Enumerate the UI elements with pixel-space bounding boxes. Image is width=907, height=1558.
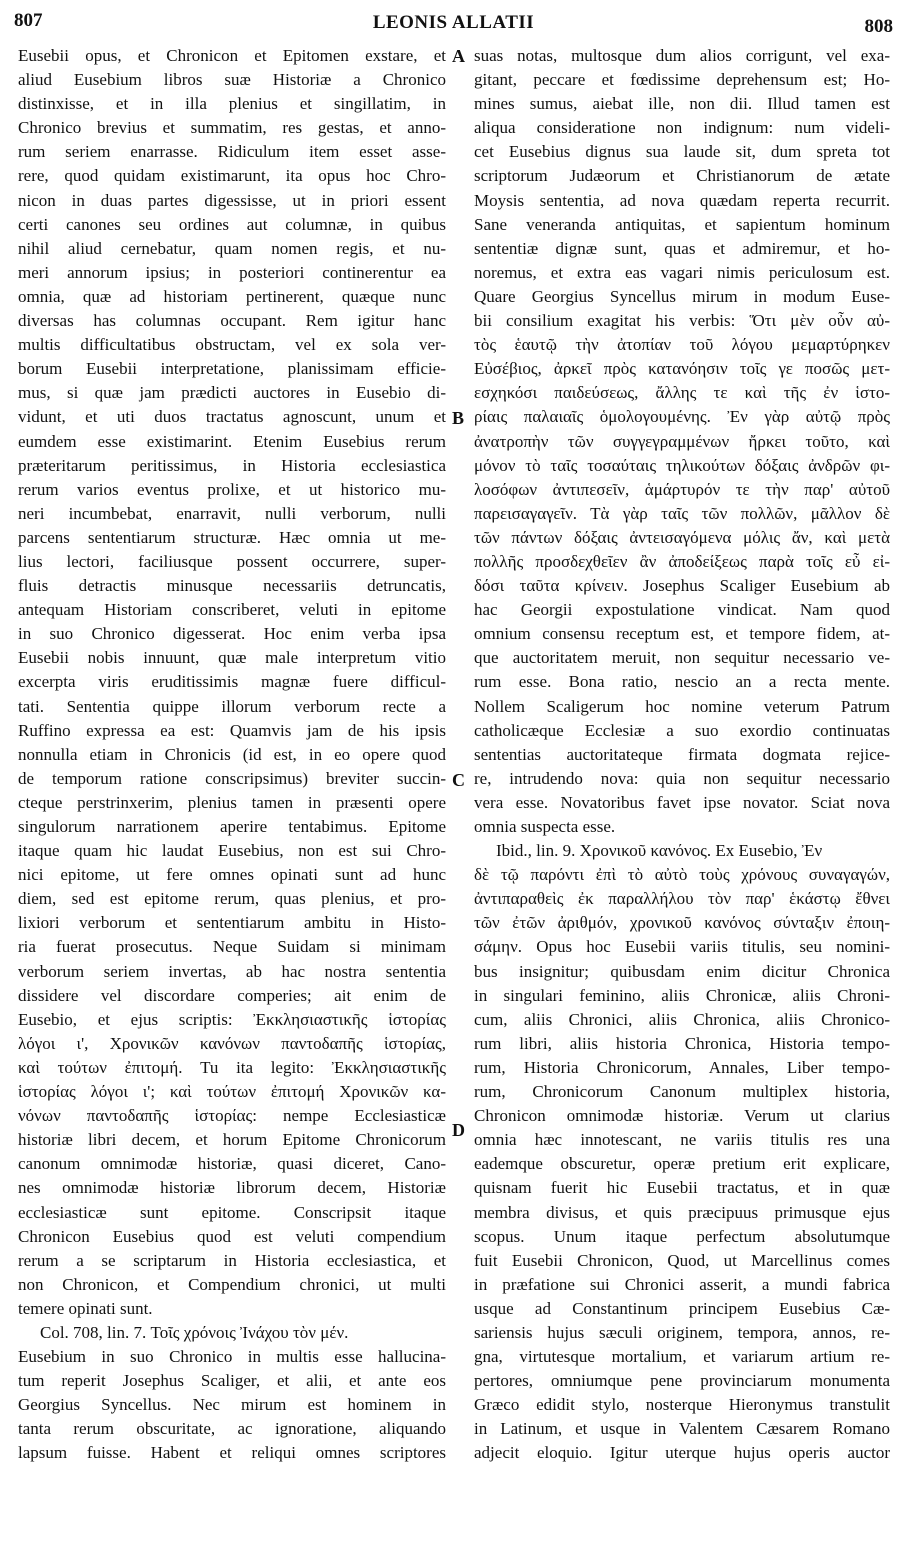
text-line: catholicæque Ecclesiæ a suo exordio continuatas	[474, 720, 890, 740]
text-line: in Latinum, et usque in Valentem Cæsarem Romano	[474, 1419, 890, 1439]
text-line: certi canones seu ordines aut columnæ, in quibus	[18, 214, 446, 234]
text-line: sententias auctoritateque firmata dogmata rejice-	[474, 744, 890, 764]
text-line: in præfatione sui Chronici asserit, a mundi fabrica	[474, 1274, 890, 1294]
text-line: rerum varios eventus prolixe, et ut historico mu-	[18, 479, 446, 499]
margin-marker-b: B	[452, 408, 465, 428]
text-line: πολλῆς προσδεχθεῖεν ἂν ἀποδείξεως παρὰ τοῖς εὖ εἰ-	[474, 551, 890, 571]
text-line: rum libri, aliis historia Chronica, Historia tempo-	[474, 1033, 890, 1053]
text-line: vera esse. Novatoribus favet ipse novator. Sciat nova	[474, 792, 890, 812]
text-line: ἱστορίας λόγοι ι'; καὶ τούτων ἐπιτομή Χρονικῶν κα-	[18, 1082, 446, 1102]
text-line: cum, aliis Chronici, aliis Chronica, aliis Chronico-	[474, 1009, 890, 1029]
text-line: historiæ libri decem, et horum Epitome Chronicorum	[18, 1130, 446, 1150]
page-number-right: 808	[864, 16, 893, 37]
text-line: nes omnimodæ historiæ librorum decem, Historiæ	[18, 1178, 446, 1198]
text-line: Εὐσέβιος, ἀρκεῖ πρὸς κατανόησιν τοῖς γε ποσῶς μετ-	[474, 359, 890, 379]
margin-marker-c: C	[452, 770, 465, 790]
text-line: singulorum narrationem aperire tentabimus. Epitome	[18, 817, 446, 836]
text-line: ria fuerat prosecutus. Neque Suidam si minimam	[18, 937, 446, 957]
text-line: in suo Chronico digesserat. Hoc enim verba ipsa	[18, 624, 446, 644]
text-line: adjecit eloquio. Igitur uterque hujus operis auctor	[474, 1443, 890, 1463]
text-line: parcens sententiarum structuræ. Hæc omnia ut me-	[18, 527, 446, 547]
text-line: Col. 708, lin. 7. Τοῖς χρόνοις Ἰνάχου τὸν μέν.	[40, 1322, 349, 1342]
running-title: LEONIS ALLATII	[372, 12, 535, 33]
text-line: nicon in duas partes digessisse, ut in priori essent	[18, 190, 446, 210]
text-line: rum, Chronicorum Canonum multiplex historia,	[474, 1082, 890, 1102]
right-column	[474, 44, 890, 1466]
text-line: pertores, omniumque pene provinciarum monumenta	[474, 1371, 890, 1391]
text-line: hac Georgii expostulatione vindicat. Nam quod	[474, 600, 890, 620]
text-line: εσχηκόσι παιδεύσεως, ἄλλης τε καὶ τῆς ἐν ἱστο-	[474, 383, 890, 403]
text-line: que auctoritatem meruit, non sequitur necessario ve-	[474, 648, 890, 668]
text-line: Quare Georgius Syncellus mirum in modum Euse-	[474, 286, 890, 306]
text-line: lixiori verborum et sententiarum ambitu in Histo-	[18, 913, 446, 933]
text-line: verborum seriem invertas, ab hac nostra sententia	[18, 961, 446, 981]
text-line: nici epitome, ut fere omnes opinati sunt ad hunc	[18, 865, 446, 885]
text-line: diversas has columnas occupant. Rem igitur hanc	[18, 311, 446, 331]
text-line: rum seriem enarrasse. Ridiculum item esset asse-	[18, 142, 446, 162]
text-line: λόγοι ι', Χρονικῶν κανόνων παντοδαπῆς ἱστορίας,	[18, 1033, 446, 1053]
text-line: bus insignitur; quibusdam enim dicitur Chronica	[474, 961, 890, 981]
text-line: Græco edidit stylo, nosterque Hieronymus transtulit	[474, 1395, 890, 1415]
text-line: gna, virtutesque mortalium, et variarum artium re-	[474, 1347, 890, 1367]
text-line: fluis detractis minusque necessariis detruncatis,	[18, 576, 446, 596]
text-line: nonnulla etiam in Chronicis (id est, in eo opere quod	[18, 744, 446, 764]
text-line: nihil aliud cernebatur, quam nomen regis, et nu-	[18, 238, 446, 258]
text-line: μόνον τὸ ταῖς τοσαύταις τηλικούτων δόξαις ἀνδρῶν φι-	[474, 455, 890, 475]
text-line: membra divisus, et quis præcipuus primusque ejus	[474, 1202, 890, 1222]
text-line: ἀνατροπὴν τῶν συγγεγραμμένων ἤρκει τοῦτο, καὶ	[474, 431, 890, 451]
text-line: rere, quod quidam existimarunt, ita opus hoc Chro-	[18, 166, 446, 186]
text-line: Sane veneranda antiquitas, et sapientum hominum	[474, 214, 890, 234]
page-number-left: 807	[14, 10, 43, 31]
text-line: δόσι ταῦτα κρίνειν. Josephus Scaliger Eusebium ab	[474, 576, 890, 596]
text-line: gitant, peccare et fœdissime deprehensum est; Ho-	[474, 70, 890, 90]
left-column	[18, 44, 446, 1466]
text-line: σάμην. Opus hoc Eusebii variis titulis, seu nomini-	[474, 937, 890, 957]
text-line: Ibid., lin. 9. Χρονικοῦ κανόνος. Ex Eusebio, Ἐν	[496, 841, 823, 861]
text-line: aliud Eusebium libros suæ Historiæ a Chronico	[18, 70, 446, 90]
text-line: eumdem esse existimarint. Etenim Eusebius rerum	[18, 431, 446, 451]
text-line: rerum a se scriptarum in Historia ecclesiastica, et	[18, 1250, 446, 1270]
text-line: Nollem Scaligerum hoc nomine veterum Patrum	[474, 696, 890, 716]
text-line: quisnam fuerit hic Eusebii tractatus, et in quæ	[474, 1178, 890, 1198]
text-line: sariensis hujus sæculi originem, tempora, annos, re-	[474, 1322, 890, 1342]
text-line: lius lectori, faciliusque possent occurrere, super-	[18, 551, 446, 571]
text-line: νόνων παντοδαπῆς ἱστορίας: nempe Ecclesiasticæ	[18, 1106, 446, 1126]
margin-marker-d: D	[452, 1120, 465, 1140]
text-line: distinxisse, et in illa plenius et singillatim, in	[18, 94, 446, 114]
text-line: omnia, quæ ad historiam pertinerent, quæque nunc	[18, 286, 446, 306]
text-line: præteritarum peritissimus, in Historia ecclesiastica	[18, 455, 446, 475]
text-line: mus, si quæ jam prædicti auctores in Eusebio di-	[18, 383, 446, 403]
text-line: τὸς ἑαυτῷ τὴν ἀτοπίαν τοῦ λόγου μεμαρτύρηκεν	[474, 335, 890, 355]
text-line: vidunt, et uti duos tractatus agnoscunt, unum et	[18, 407, 446, 427]
text-line: excerpta viris eruditissimis magnæ fuere difficul-	[18, 672, 446, 692]
text-line: tati. Sententia quippe illorum verborum recte a	[18, 696, 446, 716]
text-line: ἀντιπαραθεὶς ἐκ παραλλήλου τὸν παρ' ἑκάστῳ ἔθνει	[474, 889, 890, 909]
text-line: omnia suspecta esse.	[474, 817, 616, 836]
text-line: tum reperit Josephus Scaliger, et alii, et ante eos	[18, 1371, 446, 1391]
text-line: Moysis sententia, ad nova quædam reperta recurrit.	[474, 190, 890, 210]
text-line: Chronicon Eusebius quod est veluti compendium	[18, 1226, 446, 1246]
text-line: ρίαις παλαιαῖς ὁμολογουμένης. Ἐν γὰρ αὐτῷ πρὸς	[474, 407, 890, 427]
text-line: scopus. Unum itaque perfectum absolutumque	[474, 1226, 890, 1246]
text-line: Eusebii opus, et Chronicon et Epitomen exstare, et	[18, 46, 446, 65]
text-line: canonum omnimodæ historiæ, quasi diceret, Cano-	[18, 1154, 446, 1174]
text-line: re, intrudendo nova: quia non sequitur necessario	[474, 768, 890, 788]
text-line: καὶ τούτων ἐπιτομή. Tu ita legito: Ἐκκλησιαστικῆς	[18, 1057, 446, 1077]
text-line: Chronicon omnimodæ historiæ. Verum ut clarius	[474, 1106, 890, 1126]
text-line: τῶν πάντων δόξαις ἀντεισαγόμενα μόλις ἄν, καὶ μετὰ	[474, 527, 890, 547]
text-line: eademque obscuretur, operæ pretium erit explicare,	[474, 1154, 890, 1174]
page-header	[14, 10, 893, 36]
text-line: ecclesiasticæ sunt epitome. Conscripsit itaque	[18, 1202, 446, 1222]
text-line: mines sumus, aiebat ille, non dii. Illud tamen est	[474, 94, 890, 114]
text-line: rum esse. Bona ratio, nescio an a recta mente.	[474, 672, 890, 692]
text-line: meri annorum ipsius; in posteriori continerentur ea	[18, 262, 446, 282]
text-line: παρεισαγαγεῖν. Τὰ γὰρ ταῖς τῶν πολλῶν, μᾶλλον δὲ	[474, 503, 890, 523]
text-line: neri incumbebat, enarravit, nulli verborum, nulli	[18, 503, 446, 523]
text-line: multis difficultatibus obstructam, vel ex sola ver-	[18, 335, 446, 355]
text-line: dissidere vel discordare comperies; ait enim de	[18, 985, 446, 1005]
text-line: Georgius Syncellus. Nec mirum est hominem in	[18, 1395, 446, 1415]
text-line: δὲ τῷ παρόντι ἐπὶ τὸ αὐτὸ τοὺς χρόνους συναγαγών,	[474, 865, 890, 885]
text-line: suas notas, multosque dum alios corrigunt, vel exa-	[474, 46, 890, 65]
text-line: itaque quam hic laudat Eusebius, non est sui Chro-	[18, 841, 446, 861]
text-line: tanta rerum obscuritate, ac ignoratione, aliquando	[18, 1419, 446, 1439]
text-line: aliqua consideratione non indignum: num videli-	[474, 118, 890, 138]
text-line: cet Eusebius dignus sua laude sit, dum spreta tot	[474, 142, 890, 162]
text-line: Eusebio, et ejus scriptis: Ἐκκλησιαστικῆς ἱστορίας	[18, 1009, 446, 1029]
text-line: non Chronicon, et Compendium chronici, ut multi	[18, 1274, 446, 1294]
text-line: usque ad Constantinum principem Eusebius Cæ-	[474, 1298, 890, 1318]
text-line: omnia hæc innotescant, ne variis titulis res una	[474, 1130, 890, 1150]
text-line: scriptorum Judæorum et Christianorum de ætate	[474, 166, 890, 186]
text-line: de temporum ratione conscripsimus) breviter succin-	[18, 768, 446, 788]
text-line: λοσόφων ἀντιπεσεῖν, ἁμάρτυρόν τε τὴν παρ' αὐτοῦ	[474, 479, 890, 499]
text-line: τῶν ἐτῶν ἀριθμόν, χρονικοῦ κανόνος σύνταξιν ἐποιη-	[474, 913, 890, 933]
text-line: bii consilium exagitat his verbis: Ὅτι μὲν οὖν αὐ-	[474, 311, 890, 331]
text-line: cteque perstrinxerim, plenius tamen in præsenti opere	[18, 792, 446, 812]
text-line: borum Eusebii interpretatione, planissimam efficie-	[18, 359, 446, 379]
text-line: fuit Eusebii Chronicon, Quod, ut Marcellinus comes	[474, 1250, 890, 1270]
text-line: diem, sed est epitome rerum, quas plenius, et pro-	[18, 889, 446, 909]
text-line: temere opinati sunt.	[18, 1298, 153, 1318]
text-line: lapsum fuisse. Habent et reliqui omnes scriptores	[18, 1443, 446, 1463]
text-line: sententiæ dignæ sunt, quas et admiremur, et ho-	[474, 238, 890, 258]
text-line: Chronico brevius et summatim, res gestas, et anno-	[18, 118, 446, 138]
text-line: omnium consensu receptum est, et tempore fidem, at-	[474, 624, 890, 644]
text-line: in singulari feminino, aliis Chronicæ, aliis Chroni-	[474, 985, 890, 1005]
text-line: antequam Historiam conscriberet, veluti in epitome	[18, 600, 446, 620]
text-line: Eusebium in suo Chronico in multis esse hallucina-	[18, 1347, 446, 1367]
text-line: rum, Historia Chronicorum, Annales, Liber tempo-	[474, 1057, 890, 1077]
text-line: Ruffino expressa ea est: Quamvis jam de his ipsis	[18, 720, 446, 740]
text-line: noremus, et extra eas vagari nimis periculosum est.	[474, 262, 890, 282]
margin-marker-a: A	[452, 46, 465, 66]
text-line: Eusebii nobis innuunt, quæ male interpretum vitio	[18, 648, 446, 668]
